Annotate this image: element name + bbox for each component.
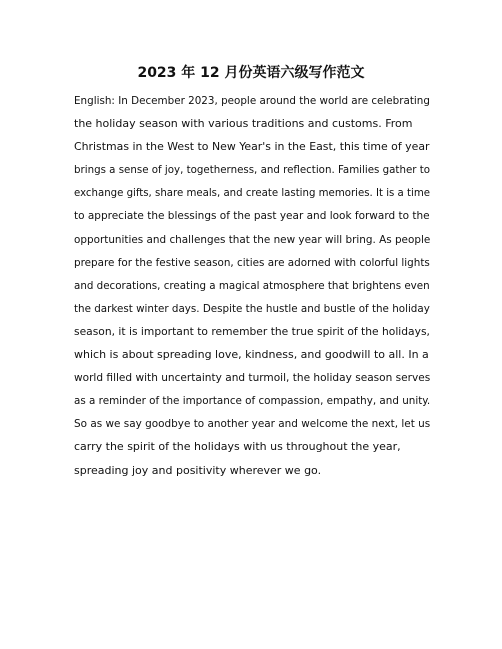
paragraph-line: and decorations, creating a magical atmosphere that brightens even <box>74 278 430 292</box>
paragraph-line: brings a sense of joy, togetherness, and reflection. Families gather to <box>74 163 431 177</box>
paragraph-line: as a reminder of the importance of compassion, empathy, and unity. <box>74 394 431 408</box>
paragraph-line: English: In December 2023, people around the world are celebrating <box>74 94 430 107</box>
paragraph-line: prepare for the festive season, cities are adorned with colorful lights <box>74 255 430 269</box>
paragraph-line: Christmas in the West to New Year's in the East, this time of year <box>74 140 430 154</box>
paragraph-line: the darkest winter days. Despite the hustle and bustle of the holiday <box>74 301 430 315</box>
paragraph-line: which is about spreading love, kindness, and goodwill to all. In a <box>74 348 429 362</box>
paragraph-line: the holiday season with various traditions and customs. From <box>74 117 413 131</box>
essay-paragraph <box>74 89 430 482</box>
paragraph-line: season, it is important to remember the true spirit of the holidays, <box>74 324 430 338</box>
paragraph-line: carry the spirit of the holidays with us throughout the year, <box>74 440 401 454</box>
paragraph-line: opportunities and challenges that the new year will bring. As people <box>74 232 431 246</box>
document-title: 2023 年 12 月份英语六级写作范文 <box>137 65 365 81</box>
paragraph-line: world filled with uncertainty and turmoil, the holiday season serves <box>74 371 431 385</box>
paragraph-line: So as we say goodbye to another year and welcome the next, let us <box>74 417 431 431</box>
paragraph-line: to appreciate the blessings of the past year and look forward to the <box>74 209 430 223</box>
paragraph-line: spreading joy and positivity wherever we go. <box>74 463 322 477</box>
paragraph-line: exchange gifts, share meals, and create lasting memories. It is a time <box>74 186 431 200</box>
